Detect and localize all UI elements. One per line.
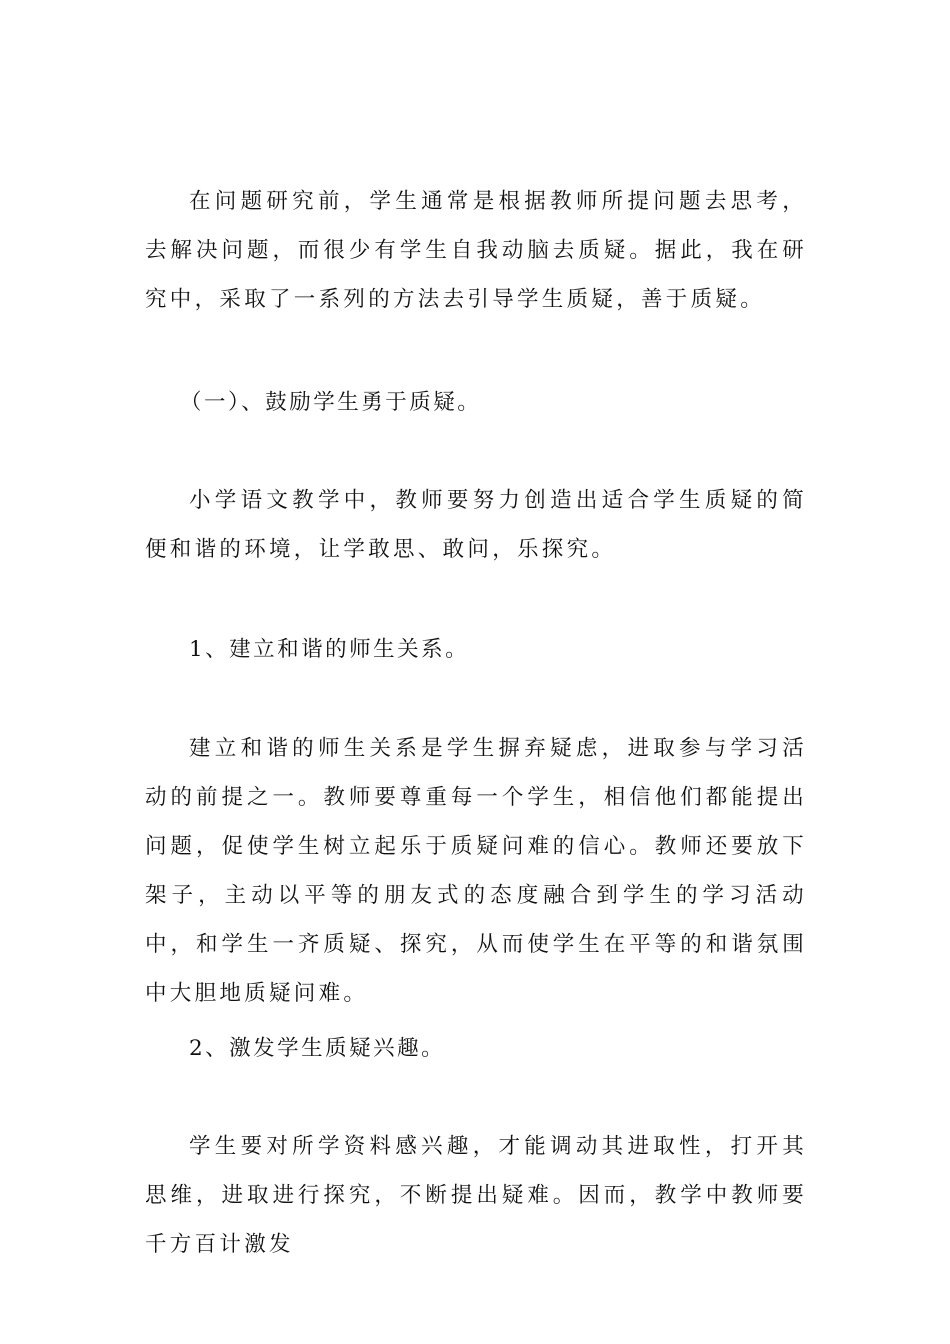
paragraph-relationship: 建立和谐的师生关系是学生摒弃疑虑，进取参与学习活动的前提之一。教师要尊重每一个学生，相信他们都能提出问题，促使学生树立起乐于质疑问难的信心。教师还要放下架子，主动以平等的朋友式的态度融合到学生的学习活动中，和学生一齐质疑、探究，从而使学生在平等的和谐氛围中大胆地质疑问难。 xyxy=(145,736,807,1006)
subheading-interest: 2、激发学生质疑兴趣。 xyxy=(189,1036,446,1061)
paragraph-interest: 学生要对所学资料感兴趣，才能调动其进取性，打开其思维，进取进行探究，不断提出疑难。因而，教学中教师要千方百计激发 xyxy=(145,1134,807,1257)
paragraph-environment: 小学语文教学中，教师要努力创造出适合学生质疑的简便和谐的环境，让学敢思、敢问，乐探究。 xyxy=(145,488,807,562)
subheading-relationship: 1、建立和谐的师生关系。 xyxy=(189,637,470,662)
paragraph-intro: 在问题研究前，学生通常是根据教师所提问题去思考，去解决问题，而很少有学生自我动脑去质疑。据此，我在研究中，采取了一系列的方法去引导学生质疑，善于质疑。 xyxy=(145,189,807,312)
section-heading-encourage: （一）、鼓励学生勇于质疑。 xyxy=(180,390,482,415)
